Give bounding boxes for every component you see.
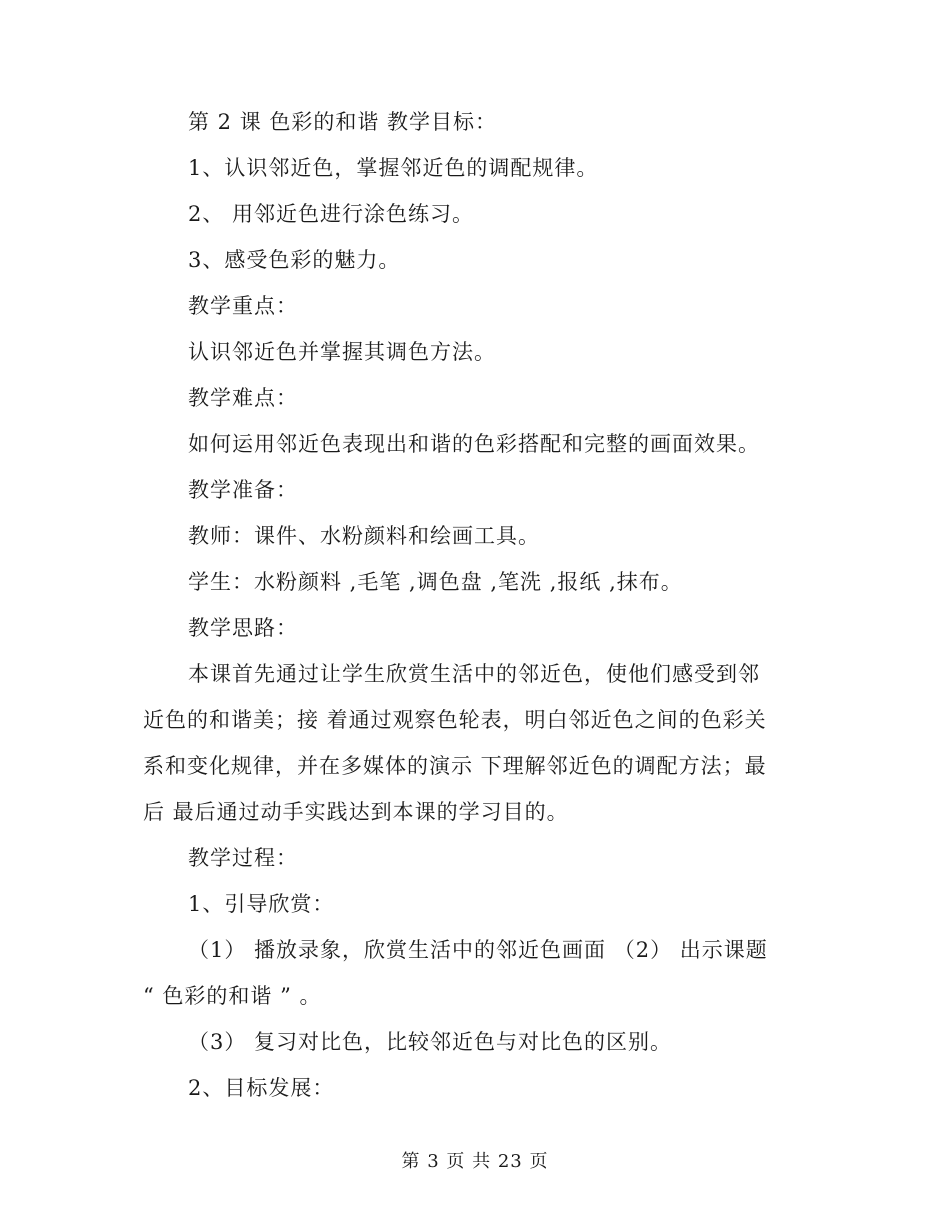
preparation-student: 学生：水粉颜料 ,毛笔 ,调色盘 ,笔洗 ,报纸 ,抹布。 xyxy=(188,570,683,594)
heading-difficulties: 教学难点： xyxy=(188,386,298,410)
heading-key-points: 教学重点： xyxy=(188,294,298,318)
page-footer: 第 3 页 共 23 页 xyxy=(401,1151,549,1172)
heading-approach: 教学思路： xyxy=(188,616,298,640)
heading-process: 教学过程： xyxy=(188,846,298,870)
approach-paragraph-line-1: 本课首先通过让学生欣赏生活中的邻近色，使他们感受到邻 xyxy=(188,662,760,686)
key-points-text: 认识邻近色并掌握其调色方法。 xyxy=(188,340,496,364)
objective-2: 2、 用邻近色进行涂色练习。 xyxy=(188,202,475,226)
objective-3: 3、感受色彩的魅力。 xyxy=(188,248,401,272)
preparation-teacher: 教师：课件、水粉颜料和绘画工具。 xyxy=(188,524,540,548)
process-step-1-items: （1） 播放录象，欣赏生活中的邻近色画面 （2） 出示课题 xyxy=(188,938,768,962)
approach-paragraph-line-2: 近色的和谐美；接 着通过观察色轮表，明白邻近色之间的色彩关 xyxy=(143,708,767,732)
process-step-2: 2、目标发展： xyxy=(188,1076,335,1100)
heading-preparation: 教学准备： xyxy=(188,478,298,502)
lesson-title: 第 2 课 色彩的和谐 教学目标： xyxy=(188,110,498,134)
approach-paragraph-line-4: 后 最后通过动手实践达到本课的学习目的。 xyxy=(143,800,569,824)
objective-1: 1、认识邻近色，掌握邻近色的调配规律。 xyxy=(188,156,599,180)
process-step-1: 1、引导欣赏： xyxy=(188,892,335,916)
approach-paragraph-line-3: 系和变化规律，并在多媒体的演示 下理解邻近色的调配方法；最 xyxy=(143,754,767,778)
process-step-1-items-cont: “ 色彩的和谐 ” 。 xyxy=(143,984,322,1008)
difficulties-text: 如何运用邻近色表现出和谐的色彩搭配和完整的画面效果。 xyxy=(188,432,760,456)
process-step-1-item-3: （3） 复习对比色，比较邻近色与对比色的区别。 xyxy=(188,1030,673,1054)
